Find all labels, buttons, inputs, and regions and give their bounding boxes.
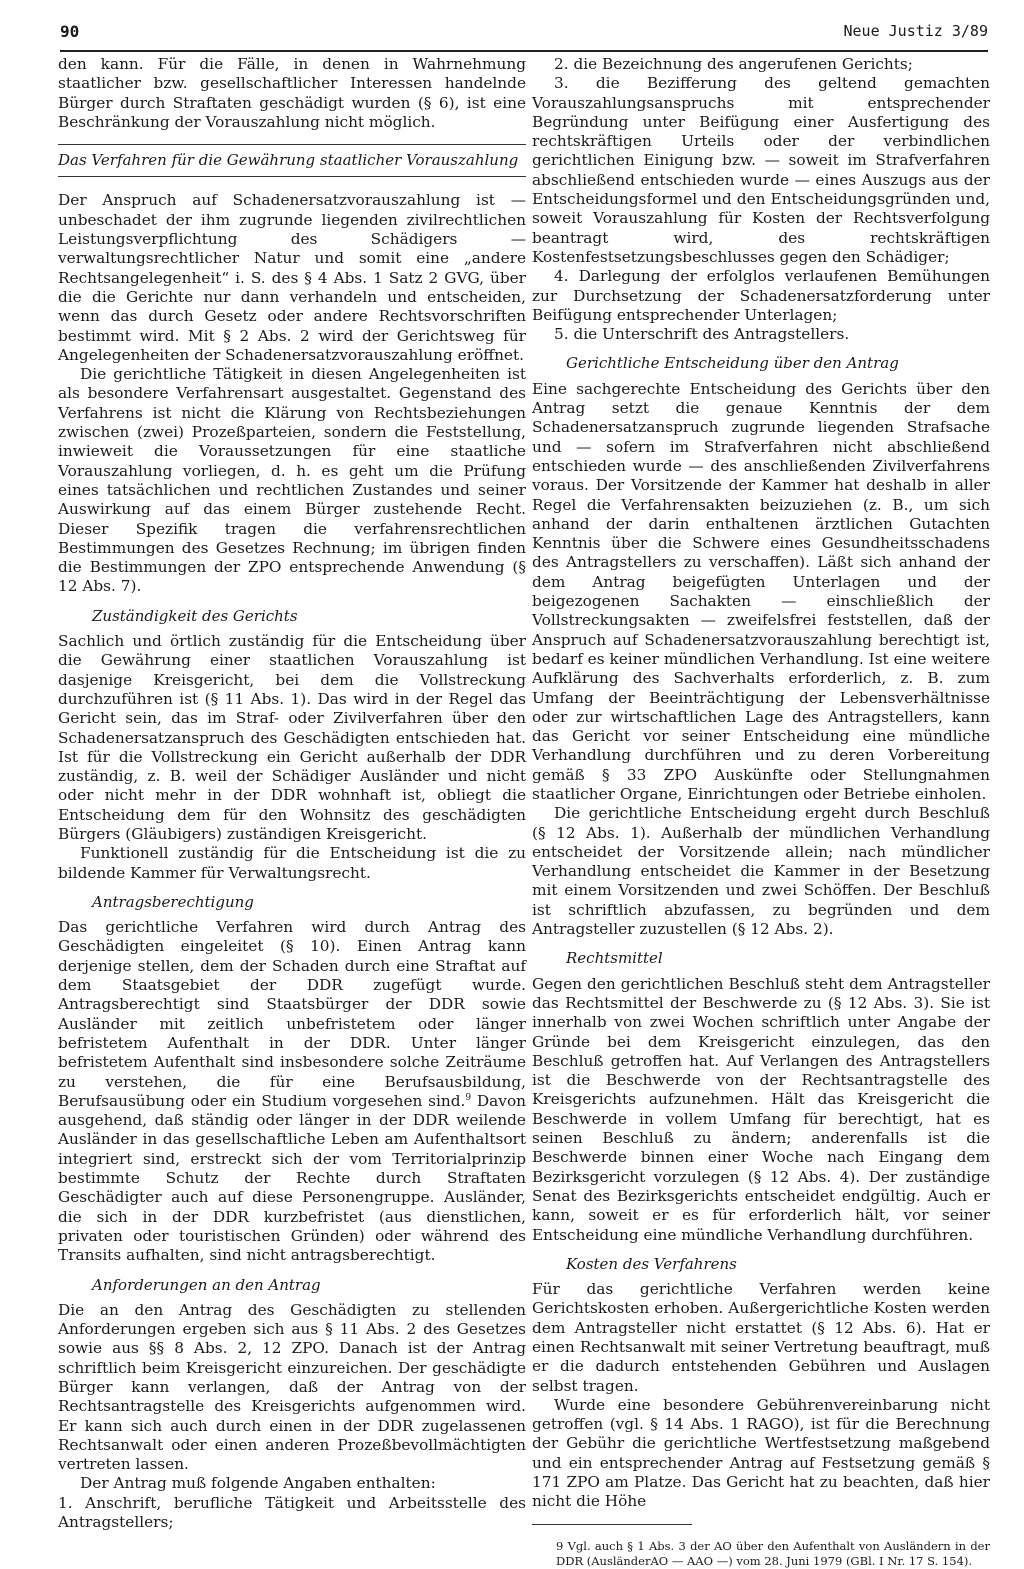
subheading-rechtsmittel: Rechtsmittel [566,949,663,968]
paragraph-text: Das gerichtliche Verfahren wird durch Antrag des Geschädigten eingeleitet (§ 10). Einen Antrag kann derjenige stellen, dem der Schaden durch eine Straftat auf dem Staatsgebiet der DDR zugefügt wurde. Antragsberechtigt sind Staatsbürger der DDR sowie Ausländer mit zeitlich unbefristetem oder länger befristetem Aufenthalt in der DDR. Unter länger befristetem Aufenthalt sind insbesondere solche Zeiträume zu verstehen, die für eine Berufsausbildung, Berufsausübung oder ein Studium vorgesehen sind. [58,918,526,1110]
subheading-zustaendigkeit: Zuständigkeit des Gerichts [92,606,298,625]
footnote: 9 Vgl. auch § 1 Abs. 3 der AO über den Aufenthalt von Ausländern in der DDR (AusländerAO — AAO —) vom 28. Juni 1979 (GBl. I Nr. 17 S. 154). [556,1538,990,1568]
paragraph: den kann. Für die Fälle, in denen in Wahrnehmung staatlicher bzw. gesellschaftlicher Interessen handelnde Bürger durch Straftaten geschädigt wurden (§ 6), ist eine Beschränkung der Vorauszahlung nicht möglich. [58,55,526,131]
paragraph: Sachlich und örtlich zuständig für die Entscheidung über die Gewährung einer staatlichen Vorauszahlung ist dasjenige Kreisgericht, bei dem die Vollstreckung durchzuführen ist (§ 11 Abs. 1). Das wird in der Regel das Gericht sein, das im Straf- oder Zivilverfahren über den Schadenersatzanspruch des Geschädigten entschieden hat. Ist für die Vollstreckung ein Gericht außerhalb der DDR zuständig, z. B. weil der Schädiger Ausländer und nicht oder nicht mehr in der DDR wohnhaft ist, obliegt die Entscheidung dem für den Wohnsitz des geschädigten Bürgers (Gläubigers) zuständigen Kreisgericht. [58,632,526,843]
journal-issue: Neue Justiz 3/89 [843,22,988,40]
list-item: 4. Darlegung der erfolglos verlaufenen Bemühungen zur Durchsetzung der Schadenersatzforderung unter Beifügung entsprechender Unterlagen; [532,267,990,324]
paragraph: Die an den Antrag des Geschädigten zu stellenden Anforderungen ergeben sich aus § 11 Abs. 2 des Gesetzes sowie aus §§ 8 Abs. 2, 12 ZPO. Danach ist der Antrag schriftlich beim Kreisgericht einzureichen. Der geschädigte Bürger kann verlangen, daß der Antrag von der Rechtsantragstelle des Kreisgerichts aufgenommen wird. Er kann sich auch durch einen in der DDR zugelassenen Rechtsanwalt oder einen anderen Prozeßbevollmächtigten vertreten lassen. [58,1300,526,1474]
paragraph-text: Davon ausgehend, daß ständig oder länger in der DDR weilende Ausländer in das gesellschaftliche Leben am Aufenthaltsort integriert sind, erstreckt sich der vom Territorialprinzip bestimmte Schutz der Rechte durch Straftaten Geschädigter auch auf diese Personengruppe. Ausländer, die sich in der DDR kurzbefristet (aus dienstlichen, privaten oder touristischen Gründen) oder während des Transits aufhalten, sind nicht antragsberechtigt. [58,1091,527,1265]
subheading-entscheidung: Gerichtliche Entscheidung über den Antrag [566,354,899,373]
paragraph: Eine sachgerechte Entscheidung des Gerichts über den Antrag setzt die genaue Kenntnis der dem Schadenersatzanspruch zugrunde liegenden Strafsache und — sofern im Strafverfahren nicht abschließend entschieden wurde — des anschließenden Zivilverfahrens voraus. Der Vorsitzende der Kammer hat deshalb in aller Regel die Verfahrensakten beizuziehen (z. B., um sich anhand der darin enthaltenen ärztlichen Gutachten Kenntnis über die Schwere eines Gesundheitsschadens des Antragstellers zu verschaffen). Läßt sich anhand der dem Antrag beigefügten Unterlagen und der beigezogenen Sachakten — einschließlich der Vollstreckungsakten — zweifelsfrei feststellen, daß der Anspruch auf Schadenersatzvorauszahlung berechtigt ist, bedarf es keiner mündlichen Verhandlung. Ist eine weitere Aufklärung des Sachverhalts erforderlich, z. B. zum Umfang der Beeinträchtigung der Lebensverhältnisse oder zur wirtschaftlichen Lage des Antragstellers, kann das Gericht vor seiner Entscheidung eine mündliche Verhandlung durchführen und zu deren Vorbereitung gemäß § 33 ZPO Auskünfte oder Stellungnahmen staatlicher Organe, Einrichtungen oder Betriebe einholen. [532,379,990,803]
paragraph: Für das gerichtliche Verfahren werden keine Gerichtskosten erhoben. Außergerichtliche Kosten werden dem Antragsteller nicht erstattet (§ 12 Abs. 6). Hat er einen Rechtsanwalt mit seiner Vertretung beauftragt, muß er die dadurch entstehenden Gebühren und Auslagen selbst tragen. [532,1280,990,1395]
list-item: 2. die Bezeichnung des angerufenen Gerichts; [554,55,913,73]
list-item: 5. die Unterschrift des Antragstellers. [554,325,850,344]
footnote-ref: 9 [465,1092,472,1103]
list-item: 3. die Bezifferung des geltend gemachten Vorauszahlungsanspruchs mit entsprechender Begründung unter Beifügung einer Ausfertigung des rechtskräftigen Urteils oder der verbindlichen gerichtlichen Einigung bzw. — soweit im Strafverfahren abschließend entschieden wurde — eines Auszugs aus der Entscheidungsformel und den Entscheidungsgründen und, soweit Vorauszahlung für Kosten der Rechtsverfolgung beantragt wird, des rechtskräftigen Kostenfestsetzungsbeschlusses gegen den Schädiger; [532,74,990,266]
paragraph: Gegen den gerichtlichen Beschluß steht dem Antragsteller das Rechtsmittel der Beschwerde zu (§ 12 Abs. 3). Sie ist innerhalb von zwei Wochen schriftlich unter Angabe der Gründe bei dem Kreisgericht einzulegen, das den Beschluß getroffen hat. Auf Verlangen des Antragstellers ist die Beschwerde von der Rechtsantragstelle des Kreisgerichts aufzunehmen. Hält das Kreisgericht die Beschwerde in vollem Umfang für berechtigt, hat es seinen Beschluß zu ändern; anderenfalls ist die Beschwerde binnen einer Woche nach Eingang dem Bezirksgericht vorzulegen (§ 12 Abs. 4). Der zuständige Senat des Bezirksgerichts entscheidet endgültig. Auch er kann, soweit er es für erforderlich hält, vor seiner Entscheidung eine mündliche Verhandlung durchführen. [532,974,990,1244]
section-heading: Das Verfahren für die Gewährung staatlicher Vorauszahlung [58,144,526,177]
page-number: 90 [60,22,80,41]
list-item: 1. Anschrift, berufliche Tätigkeit und Arbeitsstelle des Antragstellers; [58,1493,526,1532]
subheading-anforderungen: Anforderungen an den Antrag [92,1275,321,1294]
paragraph: Die gerichtliche Tätigkeit in diesen Angelegenheiten ist als besondere Verfahrensart ausgestaltet. Gegenstand des Verfahrens ist nicht die Klärung von Rechtsbeziehungen zwischen (zwei) Prozeßparteien, sondern die Feststellung, inwieweit die Voraussetzungen für eine staatliche Vorauszahlung vorliegen, d. h. es geht um die Prüfung eines tatsächlichen und rechtlichen Zustandes und seiner Auswirkung auf das einem Bürger zustehende Recht. Dieser Spezifik tragen die verfahrensrechtlichen Bestimmungen des Gesetzes Rechnung; im übrigen finden die Bestimmungen der ZPO entsprechende Anwendung (§ 12 Abs. 7). [58,365,526,596]
paragraph: Wurde eine besondere Gebührenvereinbarung nicht getroffen (vgl. § 14 Abs. 1 RAGO), ist für die Berechnung der Gebühr die gerichtliche Wertfestsetzung maßgebend und ein entsprechender Antrag auf Festsetzung gemäß § 171 ZPO am Platze. Das Gericht hat zu beachten, daß hier nicht die Höhe [532,1395,990,1511]
left-column [58,55,526,1532]
subheading-antragsberechtigung: Antragsberechtigung [92,892,254,911]
paragraph: Die gerichtliche Entscheidung ergeht durch Beschluß (§ 12 Abs. 1). Außerhalb der mündlichen Verhandlung entscheidet der Vorsitzende allein; nach mündlicher Verhandlung entscheidet die Kammer in der Besetzung mit einem Vorsitzenden und zwei Schöffen. Der Beschluß ist schriftlich abzufassen, zu begründen und dem Antragsteller zuzustellen (§ 12 Abs. 2). [532,804,990,939]
right-column [532,55,990,1569]
paragraph [58,918,526,1265]
footnote-rule [532,1524,692,1525]
running-header [60,18,988,48]
header-rule [60,50,988,52]
subheading-kosten: Kosten des Verfahrens [566,1254,737,1273]
paragraph: Der Antrag muß folgende Angaben enthalten: [80,1474,436,1493]
paragraph: Funktionell zuständig für die Entscheidung ist die zu bildende Kammer für Verwaltungsrecht. [58,844,526,882]
paragraph: Der Anspruch auf Schadenersatzvorauszahlung ist — unbeschadet der ihm zugrunde liegenden zivilrechtlichen Leistungsverpflichtung des Schädigers — verwaltungsrechtlicher Natur und somit eine „andere Rechtsangelegenheit“ i. S. des § 4 Abs. 1 Satz 2 GVG, über die die Gerichte nur dann verhandeln und entscheiden, wenn das durch Gesetz oder andere Rechtsvorschriften bestimmt wird. Mit § 2 Abs. 2 wird der Gerichtsweg für Angelegenheiten der Schadenersatzvorauszahlung eröffnet. [58,191,526,364]
